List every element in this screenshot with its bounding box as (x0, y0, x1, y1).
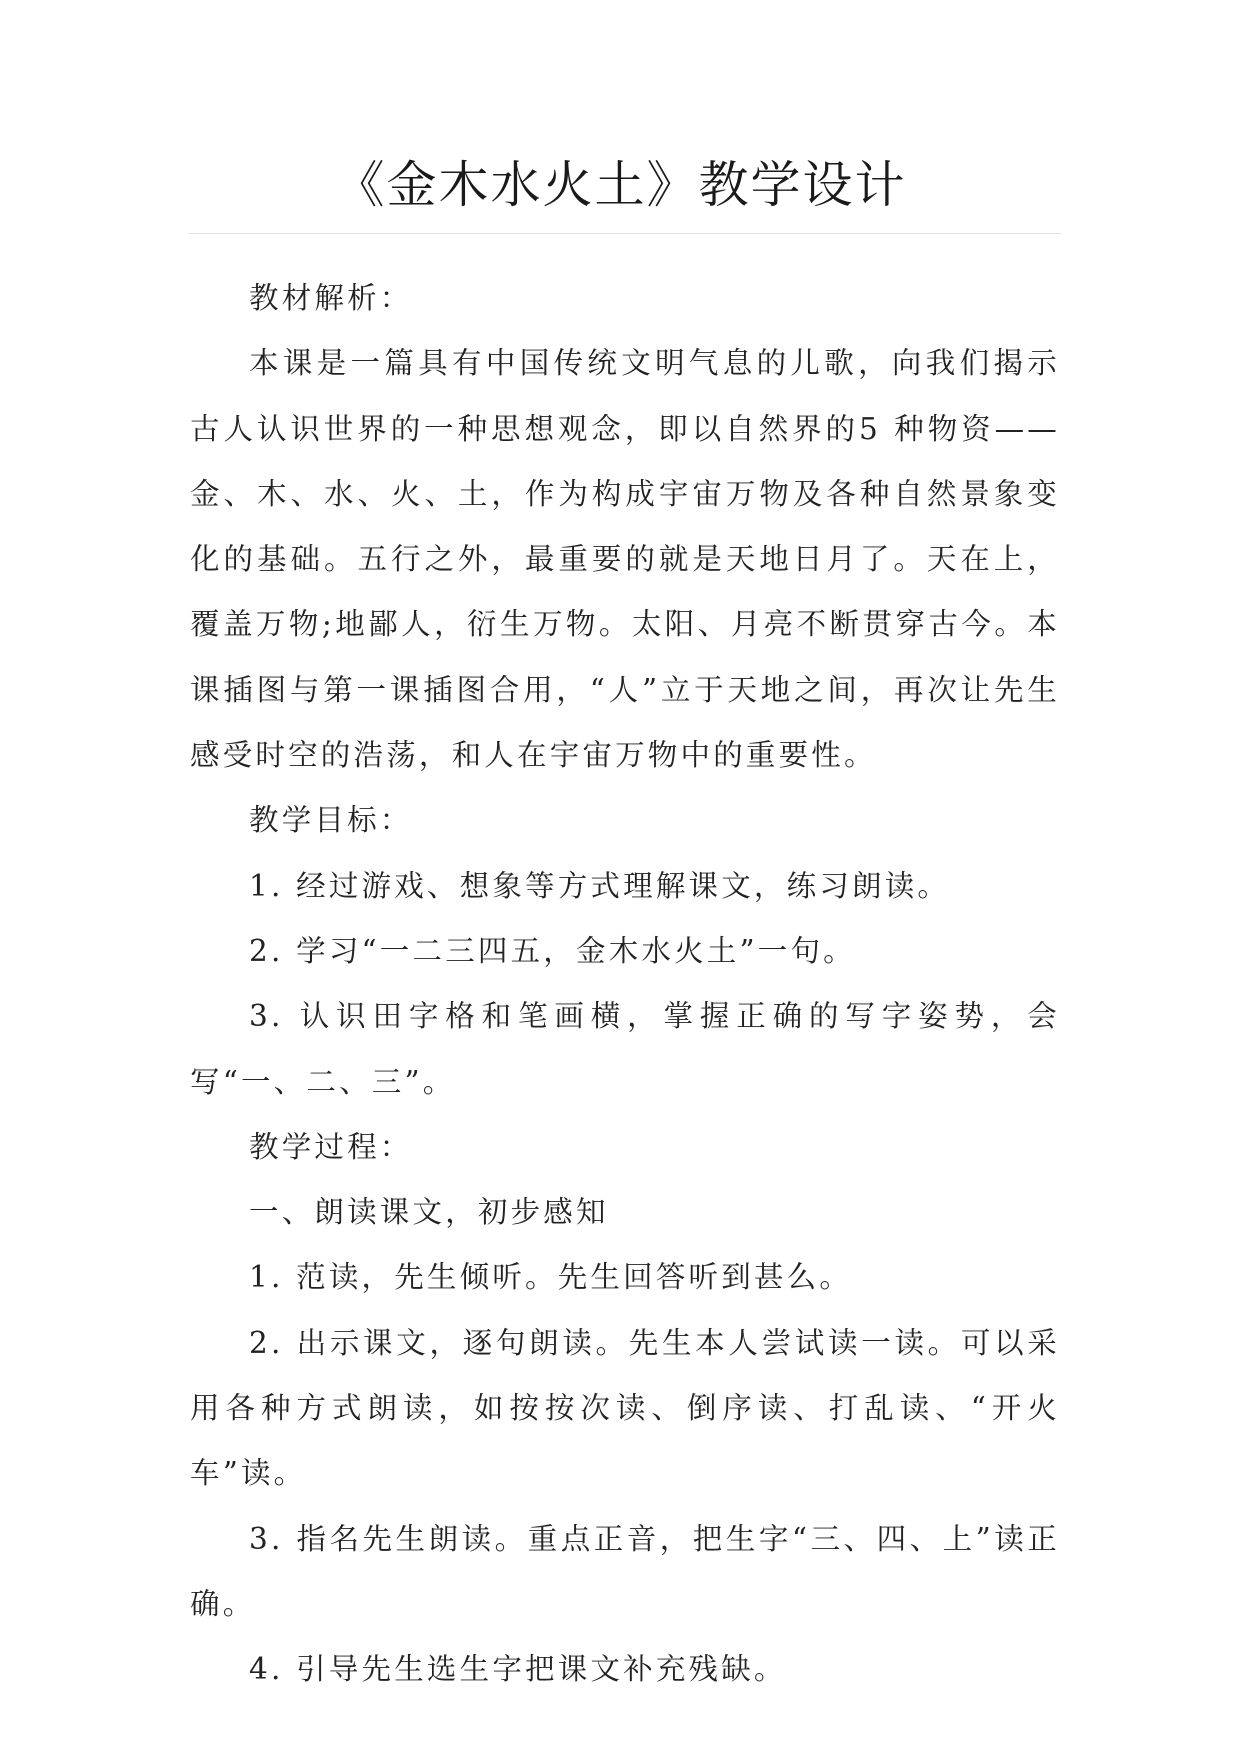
goal-item-3: 3. 认识田字格和笔画横，掌握正确的写字姿势，会写“一、二、三”。 (190, 999, 1060, 1099)
goal-item-1: 1. 经过游戏、想象等方式理解课文，练习朗读。 (249, 868, 951, 903)
process-section-1-heading: 一、朗读课文，初步感知 (249, 1195, 609, 1230)
heading-material-analysis: 教材解析： (249, 281, 413, 315)
heading-teaching-goals: 教学目标： (249, 803, 413, 838)
process-step-4: 4. 引导先生选生字把课文补充残缺。 (249, 1652, 787, 1687)
process-step-1: 1. 范读，先生倾听。先生回答听到甚么。 (249, 1260, 853, 1295)
material-analysis-paragraph: 本课是一篇具有中国传统文明气息的儿歌，向我们揭示古人认识世界的一种思想观念，即以自然界的5 种物资——金、木、水、火、土，作为构成宇宙万物及各种自然景象变化的基础。五行之外，最重要的就是天地日月了。天在上，覆盖万物;地鄙人，衍生万物。太阳、月亮不断贯穿古今。本课插图与第一课插图合用，“人”立于天地之间，再次让先生感受时空的浩荡，和人在宇宙万物中的重要性。 (190, 346, 1060, 773)
goal-item-2: 2. 学习“一二三四五，金木水火土”一句。 (249, 933, 856, 968)
document-title: 《金木水火土》教学设计 (334, 156, 907, 214)
process-step-2: 2. 出示课文，逐句朗读。先生本人尝试读一读。可以采用各种方式朗读，如按按次读、倒序读、打乱读、“开火车”读。 (190, 1325, 1060, 1491)
process-step-3: 3. 指名先生朗读。重点正音，把生字“三、四、上”读正确。 (190, 1521, 1060, 1621)
title-divider (188, 233, 1061, 234)
document-body (190, 266, 1060, 1703)
heading-teaching-process: 教学过程： (249, 1129, 413, 1164)
